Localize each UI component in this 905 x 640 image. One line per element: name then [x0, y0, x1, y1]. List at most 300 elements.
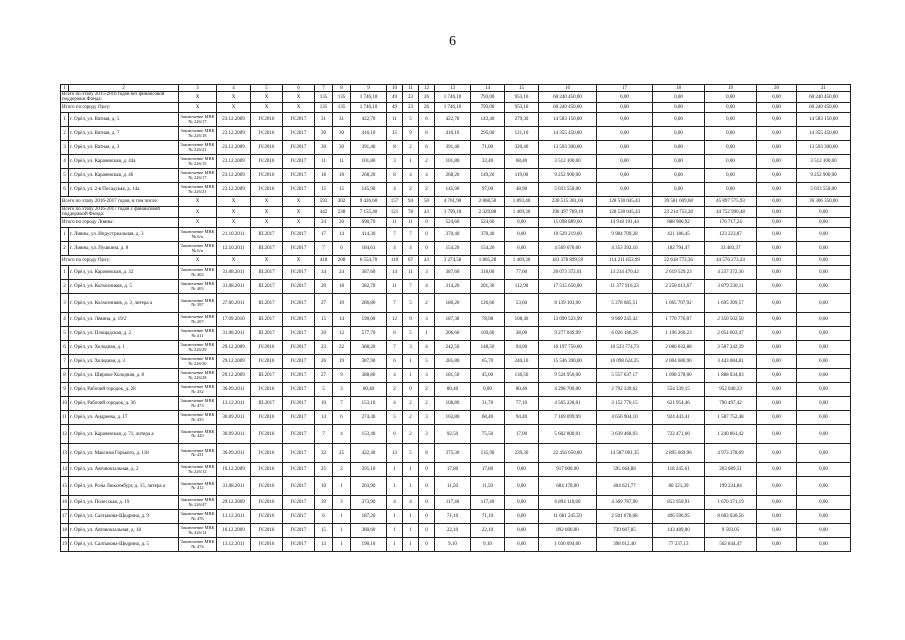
summary-row: [61, 103, 851, 113]
table-cell: 2: [403, 141, 419, 155]
decision-document: Заключение МВК № 226/29: [179, 341, 217, 355]
table-cell: 0,00: [757, 113, 797, 127]
table-cell: 97,00: [471, 183, 505, 197]
table-cell: 0,00: [797, 524, 851, 538]
summary-cell: 208: [333, 256, 351, 266]
summary-cell: 23: [403, 103, 419, 113]
row-number: 10: [61, 397, 69, 411]
table-cell: 34: [315, 266, 333, 280]
table-cell: 101,80: [435, 155, 471, 169]
summary-cell: 128 530 045,43: [597, 197, 653, 207]
summary-cell: 157: [387, 197, 403, 207]
row-number: 2: [61, 127, 69, 141]
table-cell: 286,80: [351, 294, 387, 313]
table-cell: 0,00: [653, 169, 705, 183]
table-cell: 162,80: [435, 411, 471, 425]
table-cell: 1: [403, 463, 419, 477]
table-cell: 23.12.2009: [217, 141, 251, 155]
table-cell: 3 639 468,93: [597, 425, 653, 444]
table-cell: 11: [387, 280, 403, 294]
table-cell: 143,40: [471, 113, 505, 127]
table-cell: 370,40: [471, 228, 505, 242]
table-cell: 240,10: [505, 355, 539, 369]
table-cell: 0,00: [705, 113, 757, 127]
table-row: [61, 228, 851, 242]
table-cell: 33,40: [471, 155, 505, 169]
table-cell: 1: [387, 510, 403, 524]
summary-cell: X: [179, 103, 217, 113]
table-cell: 2: [403, 411, 419, 425]
table-cell: III.2017: [251, 294, 283, 313]
house-address: г. Орёл, ул. Максима Горького, д. 118: [69, 444, 179, 463]
column-number: 21: [797, 85, 851, 92]
table-cell: 30: [315, 141, 333, 155]
table-cell: IV.2017: [283, 327, 315, 341]
table-row: [61, 327, 851, 341]
table-cell: 21.10.2011: [217, 228, 251, 242]
table-cell: 4 569 670,00: [539, 242, 597, 256]
table-cell: 4: [419, 169, 435, 183]
table-cell: 145,90: [435, 183, 471, 197]
decision-document: Заключение МВК № 431: [179, 444, 217, 463]
summary-cell: 793,00: [471, 103, 505, 113]
table-cell: 310,00: [471, 266, 505, 280]
decision-document: Заключение МВК № 226/21: [179, 183, 217, 197]
summary-row: [61, 92, 851, 103]
table-cell: 6: [387, 425, 403, 444]
summary-cell: 9 426,60: [351, 197, 387, 207]
table-cell: 3: [387, 155, 403, 169]
table-cell: IV.2016: [251, 411, 283, 425]
table-cell: 15: [315, 524, 333, 538]
column-number: 12: [419, 85, 435, 92]
summary-cell: 1 746,10: [435, 92, 471, 103]
table-cell: 2: [419, 183, 435, 197]
decision-document: Заключение МВК № 226/21: [179, 141, 217, 155]
table-cell: 422,40: [351, 444, 387, 463]
table-cell: 0,00: [757, 155, 797, 169]
table-cell: 2 054 603,47: [705, 327, 757, 341]
table-cell: 23.12.2009: [217, 155, 251, 169]
decision-document: Заключение МВК № 226/28: [179, 369, 217, 383]
table-cell: IV.2017: [283, 538, 315, 552]
summary-row: [61, 218, 851, 228]
table-cell: 1: [333, 538, 351, 552]
table-cell: 17,80: [471, 463, 505, 477]
table-cell: 1: [387, 524, 403, 538]
summary-cell: 0,00: [705, 92, 757, 103]
table-cell: 31.08.2011: [217, 327, 251, 341]
summary-cell: 36 306 350,00: [797, 197, 851, 207]
summary-cell: 1 893,40: [505, 197, 539, 207]
table-cell: 5 378 685,51: [597, 294, 653, 313]
column-number: 10: [387, 85, 403, 92]
table-cell: 0,00: [757, 141, 797, 155]
summary-cell: 26: [419, 103, 435, 113]
decision-document: Заключение МВК № 402: [179, 266, 217, 280]
summary-cell: 26: [419, 92, 435, 103]
summary-cell: 114 211 853,99: [597, 256, 653, 266]
table-row: [61, 280, 851, 294]
table-cell: 15: [387, 127, 403, 141]
table-cell: 0,00: [653, 183, 705, 197]
table-cell: IV.2017: [283, 411, 315, 425]
summary-cell: 888 980,92: [653, 218, 705, 228]
table-cell: 14: [387, 266, 403, 280]
summary-cell: 1 746,10: [351, 92, 387, 103]
table-cell: 20 073 372,01: [539, 266, 597, 280]
summary-cell: 49: [387, 103, 403, 113]
row-number: 1: [61, 266, 69, 280]
table-cell: 31.08.2011: [217, 280, 251, 294]
table-cell: IV.2016: [251, 169, 283, 183]
table-cell: 13 214 470,42: [597, 266, 653, 280]
table-cell: 154,20: [435, 242, 471, 256]
table-cell: 4 298 700,00: [539, 383, 597, 397]
table-cell: 9 969 245,42: [597, 313, 653, 327]
table-cell: 2 086 632,88: [653, 341, 705, 355]
summary-cell: 2 868,50: [471, 197, 505, 207]
table-cell: 126,60: [471, 294, 505, 313]
table-cell: 2: [403, 397, 419, 411]
summary-cell: 0,00: [505, 218, 539, 228]
table-cell: 0,00: [505, 477, 539, 496]
table-cell: 71,10: [435, 510, 471, 524]
decision-document: Заключение МВК № 411: [179, 327, 217, 341]
table-cell: 7: [315, 425, 333, 444]
table-cell: 6: [419, 113, 435, 127]
table-cell: IV.2017: [283, 341, 315, 355]
table-cell: 0,00: [757, 425, 797, 444]
table-cell: 9: [333, 369, 351, 383]
house-address: г. Орёл, ул. Карачевская, д. 71, литера а: [69, 425, 179, 444]
table-cell: 15: [315, 313, 333, 327]
table-cell: 1: [419, 327, 435, 341]
decision-document: Заключение МВК № 473: [179, 397, 217, 411]
table-cell: 135,90: [471, 444, 505, 463]
table-cell: 117,40: [471, 496, 505, 510]
table-cell: IV.2017: [283, 280, 315, 294]
table-cell: IV.2016: [251, 341, 283, 355]
table-cell: 853 950,91: [653, 496, 705, 510]
table-cell: 5 557 637,17: [597, 369, 653, 383]
table-cell: 5: [315, 383, 333, 397]
table-cell: 1 065 707,92: [653, 294, 705, 313]
decision-document: Заключение МВК № 474: [179, 538, 217, 552]
table-cell: 242,50: [435, 341, 471, 355]
summary-cell: X: [251, 218, 283, 228]
table-cell: 14 583 150,00: [797, 113, 851, 127]
table-cell: 7: [387, 228, 403, 242]
table-cell: 7: [387, 341, 403, 355]
table-cell: 14 583 150,00: [539, 113, 597, 127]
summary-cell: 181 378 899,59: [539, 256, 597, 266]
row-number: 15: [61, 477, 69, 496]
table-cell: 94,00: [505, 341, 539, 355]
table-cell: 31.08.2011: [217, 477, 251, 496]
table-cell: 398 012,40: [597, 538, 653, 552]
table-cell: 684 178,00: [539, 477, 597, 496]
table-cell: 23: [315, 341, 333, 355]
summary-row: [61, 197, 851, 207]
table-cell: 387,60: [351, 266, 387, 280]
column-number: 7: [315, 85, 333, 92]
table-cell: 3 443 084,81: [705, 355, 757, 369]
house-address: г. Орёл, ул. Автовокзальная, д. 18: [69, 524, 179, 538]
table-cell: 0,00: [653, 141, 705, 155]
table-cell: 2 619 529,23: [653, 266, 705, 280]
table-cell: 0,00: [597, 155, 653, 169]
table-cell: 2: [403, 425, 419, 444]
table-cell: IV.2017: [283, 369, 315, 383]
table-cell: 2: [333, 463, 351, 477]
table-cell: 16 197 750,00: [539, 341, 597, 355]
table-cell: 2 895 669,96: [653, 444, 705, 463]
table-cell: 8 139 103,00: [539, 294, 597, 313]
table-cell: 0,00: [797, 294, 851, 313]
summary-cell: 43: [419, 256, 435, 266]
table-cell: 387,60: [435, 266, 471, 280]
table-cell: 0,00: [471, 383, 505, 397]
summary-cell: 23 214 753,28: [653, 207, 705, 218]
table-cell: 153,10: [351, 397, 387, 411]
column-number: 6: [283, 85, 315, 92]
column-number: 1: [61, 85, 69, 92]
table-row: [61, 141, 851, 155]
table-cell: 3: [419, 425, 435, 444]
table-cell: 391,40: [435, 141, 471, 155]
table-cell: 268,20: [351, 169, 387, 183]
table-cell: 3 512 100,00: [539, 155, 597, 169]
table-cell: 77,60: [505, 266, 539, 280]
table-cell: 3 587 342,39: [705, 341, 757, 355]
decision-document: Заключение МВК № 226/14: [179, 524, 217, 538]
table-cell: IV.2017: [283, 355, 315, 369]
table-cell: 382,70: [351, 280, 387, 294]
table-cell: 78,98: [471, 313, 505, 327]
table-cell: 380,60: [351, 524, 387, 538]
column-number: 9: [351, 85, 387, 92]
table-cell: 14 355 450,00: [539, 127, 597, 141]
table-cell: 1 587 752,48: [705, 411, 757, 425]
table-cell: III.2017: [251, 242, 283, 256]
table-cell: 27: [315, 294, 333, 313]
table-row: [61, 341, 851, 355]
table-cell: 6: [419, 127, 435, 141]
summary-cell: X: [251, 207, 283, 218]
table-cell: 80,40: [505, 383, 539, 397]
table-cell: 4: [419, 341, 435, 355]
table-cell: 373,90: [351, 496, 387, 510]
decision-document: Заключение МВК № 226/17: [179, 113, 217, 127]
table-cell: 0,00: [505, 496, 539, 510]
table-cell: 25: [333, 444, 351, 463]
table-cell: 145,90: [351, 183, 387, 197]
table-cell: 0,00: [705, 183, 757, 197]
table-cell: III.2017: [251, 327, 283, 341]
table-cell: 595 664,88: [597, 463, 653, 477]
table-cell: 14 587 001,35: [597, 444, 653, 463]
table-cell: 12: [387, 313, 403, 327]
table-cell: 22,10: [471, 524, 505, 538]
row-number: 11: [61, 411, 69, 425]
row-number: 4: [61, 155, 69, 169]
table-cell: 924 443,41: [653, 411, 705, 425]
table-cell: 0,00: [757, 477, 797, 496]
row-number: 6: [61, 183, 69, 197]
table-cell: 9,10: [471, 538, 505, 552]
table-cell: 7: [315, 242, 333, 256]
summary-cell: 11: [387, 218, 403, 228]
table-cell: 0,00: [797, 266, 851, 280]
table-cell: 16.12.2009: [217, 524, 251, 538]
table-cell: 0,00: [757, 266, 797, 280]
house-address: г. Орёл, ул. Полесская, д. 19: [69, 496, 179, 510]
table-cell: 0,00: [505, 538, 539, 552]
summary-cell: 442: [315, 207, 333, 218]
table-cell: 387,90: [351, 355, 387, 369]
table-cell: 314,20: [435, 280, 471, 294]
table-cell: IV.2016: [251, 444, 283, 463]
table-cell: IV.2016: [251, 141, 283, 155]
table-cell: 952 040,23: [705, 383, 757, 397]
table-row: [61, 169, 851, 183]
summary-cell: 0,00: [797, 256, 851, 266]
table-row: [61, 266, 851, 280]
decision-document: Заключение МВК № 207: [179, 313, 217, 327]
housing-relocation-table: [60, 84, 851, 552]
table-cell: 1 196 260,23: [653, 327, 705, 341]
table-row: [61, 369, 851, 383]
table-cell: 0,00: [797, 242, 851, 256]
summary-cell: 0,00: [797, 218, 851, 228]
summary-cell: X: [251, 256, 283, 266]
table-cell: 621 954,46: [653, 397, 705, 411]
table-cell: 395,10: [351, 463, 387, 477]
table-cell: 149,20: [471, 169, 505, 183]
table-cell: 0,00: [797, 538, 851, 552]
summary-cell: X: [251, 197, 283, 207]
table-cell: 2: [387, 383, 403, 397]
table-cell: 190,00: [351, 313, 387, 327]
table-cell: 0,00: [797, 463, 851, 477]
table-cell: 10: [315, 397, 333, 411]
table-cell: 414,30: [351, 228, 387, 242]
decision-document: Заключение МВК № 432: [179, 383, 217, 397]
table-row: [61, 397, 851, 411]
table-cell: 1 770 776,07: [653, 313, 705, 327]
table-cell: 45,00: [471, 369, 505, 383]
summary-row: [61, 256, 851, 266]
table-cell: 5: [403, 327, 419, 341]
table-cell: 0: [419, 228, 435, 242]
table-cell: 2 258 613,67: [653, 280, 705, 294]
table-row: [61, 313, 851, 327]
table-cell: 8 683 030,56: [705, 510, 757, 524]
table-cell: 5: [403, 444, 419, 463]
table-cell: 11: [333, 155, 351, 169]
table-cell: 1: [333, 477, 351, 496]
table-cell: IV.2016: [251, 538, 283, 552]
summary-cell: 60 240 450,00: [797, 103, 851, 113]
summary-cell: 196 497 789,19: [539, 207, 597, 218]
table-cell: IV.2016: [251, 425, 283, 444]
table-cell: 0,00: [757, 538, 797, 552]
table-cell: 1: [333, 524, 351, 538]
table-cell: 31,70: [471, 397, 505, 411]
decision-document: Заключение МВК № 476: [179, 510, 217, 524]
table-cell: IV.2017: [283, 313, 315, 327]
summary-cell: X: [283, 103, 315, 113]
table-cell: 80 321,39: [653, 477, 705, 496]
table-cell: 1 030 094,00: [539, 538, 597, 552]
house-address: г. Орёл, ул. Колхозников, д. 5: [69, 280, 179, 294]
page-number: 6: [449, 34, 456, 49]
table-cell: 26: [315, 355, 333, 369]
table-cell: IV.2016: [251, 355, 283, 369]
table-cell: 6: [315, 510, 333, 524]
summary-cell: X: [283, 92, 315, 103]
table-cell: IV.2017: [283, 383, 315, 397]
table-row: [61, 355, 851, 369]
row-number: 19: [61, 538, 69, 552]
table-cell: 790 497,42: [705, 397, 757, 411]
table-cell: 101,80: [351, 155, 387, 169]
table-cell: 13 503 300,00: [539, 141, 597, 155]
table-cell: 153,40: [351, 425, 387, 444]
table-cell: 10: [315, 477, 333, 496]
summary-cell: 0,00: [705, 103, 757, 113]
table-cell: 14 355 450,00: [797, 127, 851, 141]
summary-cell: 60 240 450,00: [539, 92, 597, 103]
table-cell: IV.2017: [283, 444, 315, 463]
summary-cell: 1 746,10: [435, 103, 471, 113]
table-cell: 77 237,13: [653, 538, 705, 552]
table-cell: 388,80: [351, 369, 387, 383]
table-cell: 1: [403, 524, 419, 538]
table-cell: 2 350 502,50: [705, 313, 757, 327]
table-cell: 2: [403, 183, 419, 197]
table-cell: 6: [333, 411, 351, 425]
table-cell: 143 489,00: [653, 524, 705, 538]
summary-cell: 302: [333, 197, 351, 207]
table-cell: 11,50: [471, 477, 505, 496]
table-cell: 0,00: [705, 169, 757, 183]
table-cell: 577,70: [351, 327, 387, 341]
table-cell: 554 339,15: [653, 383, 705, 397]
summary-cell: 690,70: [351, 218, 387, 228]
table-cell: 422,70: [351, 113, 387, 127]
summary-cell: 0,00: [653, 103, 705, 113]
decision-document: Заключение МВК № 226/17: [179, 169, 217, 183]
table-cell: 0,00: [653, 113, 705, 127]
table-cell: 0,00: [797, 397, 851, 411]
table-cell: 0,00: [757, 313, 797, 327]
summary-cell: 50: [419, 197, 435, 207]
summary-label: Всего по этапу 2016-2017 годов, в том числе:: [61, 197, 179, 207]
table-cell: 3: [419, 313, 435, 327]
table-cell: 15 546 390,00: [539, 355, 597, 369]
table-cell: 6: [333, 242, 351, 256]
table-cell: 13 090 523,99: [539, 313, 597, 327]
table-cell: 2 501 678,08: [597, 510, 653, 524]
summary-cell: 0,00: [757, 92, 797, 103]
table-row: [61, 510, 851, 524]
table-cell: 13: [315, 538, 333, 552]
table-cell: 4: [333, 425, 351, 444]
table-cell: 148,50: [471, 341, 505, 355]
table-cell: 20: [315, 280, 333, 294]
